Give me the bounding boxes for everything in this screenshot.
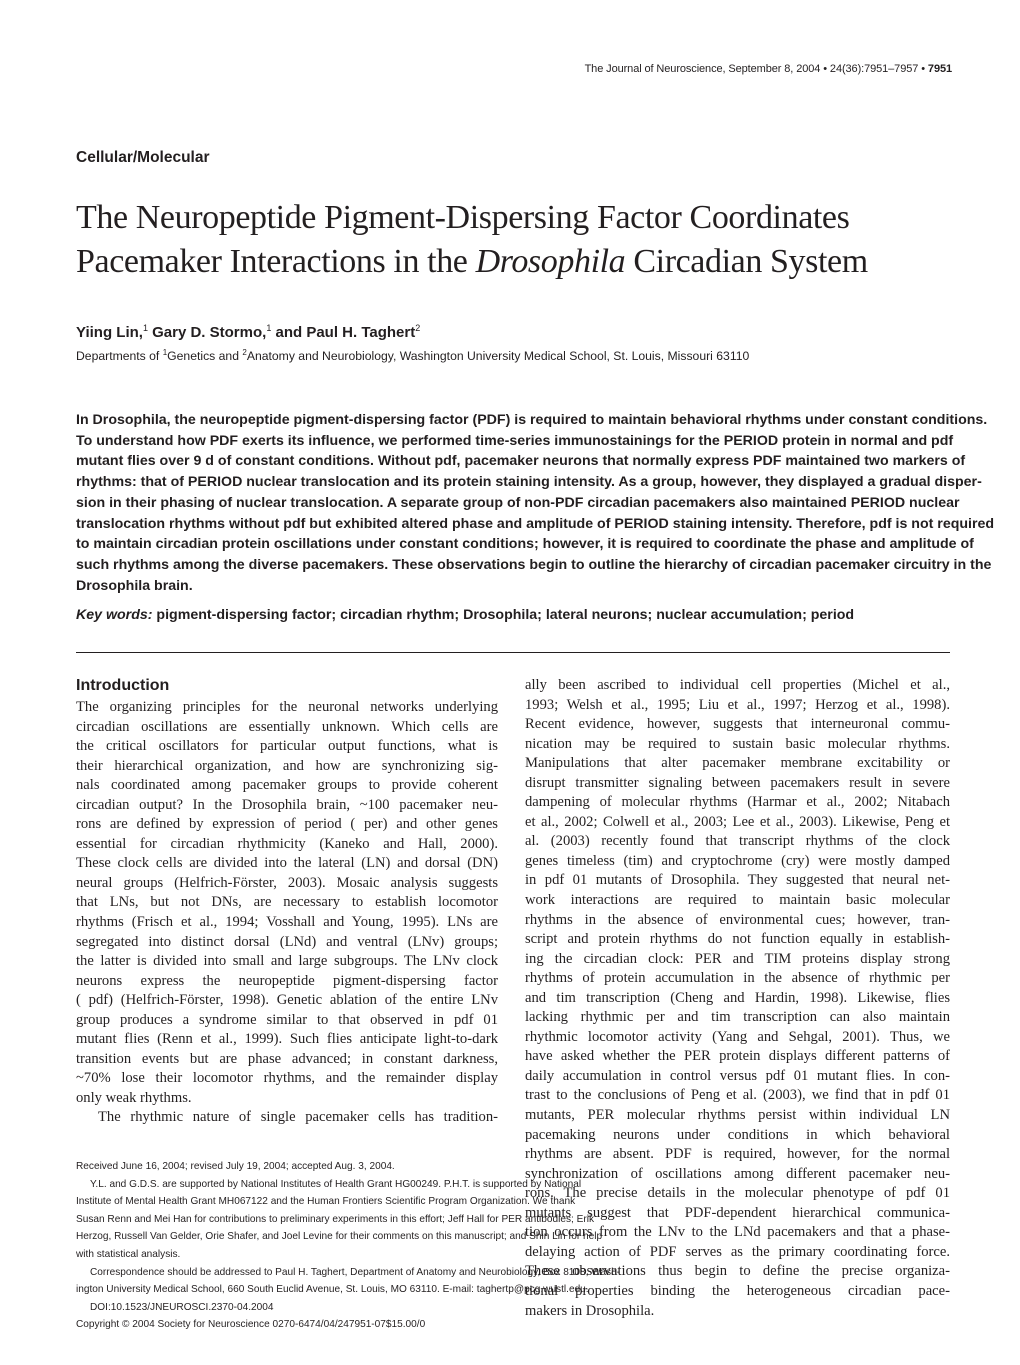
abstract-line: such rhythms among the diverse pacemakers. These observations begin to outline the hierarchy of circadian pacemaker circuitry in the	[76, 556, 992, 573]
author: and Paul H. Taghert	[271, 324, 416, 341]
body-line: pacemaking neurons under conditions in which behavioral	[525, 1126, 950, 1143]
body-line: have asked whether the PER protein displays different patterns of	[525, 1048, 950, 1065]
footnote-line: with statistical analysis.	[76, 1248, 181, 1260]
body-line: disrupt transmitter signaling between pacemakers result in severe	[525, 774, 950, 791]
body-line: ( pdf) (Helfrich-Förster, 1998). Genetic ablation of the entire LNv	[76, 992, 498, 1009]
title-text: Circadian System	[625, 243, 868, 280]
body-line: al. (2003) recently found that transcript rhythms of the clock	[525, 833, 950, 850]
author-list	[76, 323, 420, 341]
affil-text: Departments of	[76, 349, 163, 364]
body-line: group produces a syndrome similar to that observed in pdf 01	[76, 1011, 498, 1028]
body-line: The rhythmic nature of single pacemaker cells has tradition-	[98, 1109, 498, 1126]
abstract-line: rhythms: that of PERIOD nuclear translocation and its protein staining intensity. As a group, however, they displayed a gradual disper-	[76, 474, 982, 491]
article-title	[76, 196, 956, 284]
body-line: 1993; Welsh et al., 1995; Liu et al., 1997; Herzog et al., 1998).	[525, 696, 950, 713]
body-line: script and protein rhythms do not function equally in establish-	[525, 931, 950, 948]
footnote-line: ington University Medical School, 660 South Euclid Avenue, St. Louis, MO 63110. E-mail: taghertp@pcg.wustl.edu.	[76, 1284, 589, 1296]
body-line: mutants, PER molecular rhythms persist within individual LN	[525, 1107, 950, 1124]
section-divider	[76, 652, 950, 653]
body-line: work interactions are required to maintain basic molecular	[525, 892, 950, 909]
affiliation	[76, 348, 749, 363]
body-line: dampening of molecular rhythms (Harmar et al., 2002; Nitabach	[525, 794, 950, 811]
body-line: rhythms in the absence of environmental cues; however, tran-	[525, 911, 950, 928]
body-line: the latter is divided into small and large subgroups. The LNv clock	[76, 953, 498, 970]
body-line: segregated into distinct dorsal (LNd) and ventral (LNv) groups;	[76, 933, 498, 950]
body-line: their hierarchical organization, and how are synchronizing sig-	[76, 757, 498, 774]
footnote-line: Institute of Mental Health Grant MH067122 and the Human Frontiers Scientific Program Organization. We thank	[76, 1196, 576, 1208]
keywords-label: Key words:	[76, 607, 153, 623]
footnote-line: Herzog, Russell Van Gelder, Orie Shafer, and Joel Levine for their comments on this manuscript; and Shin Lin for help	[76, 1231, 603, 1243]
footnote-line: Y.L. and G.D.S. are supported by National Institutes of Health Grant HG00249. P.H.T. is supported by National	[90, 1178, 582, 1190]
body-line: et al., 2002; Colwell et al., 2003; Lee et al., 2003). Likewise, Peng et	[525, 813, 950, 830]
section-label: Cellular/Molecular	[76, 149, 210, 166]
abstract-line: mutant flies over 9 d of constant conditions. Without pdf, pacemaker neurons that normally express PDF maintained two markers of	[76, 453, 966, 470]
keywords	[76, 607, 951, 623]
body-line: mutants suggest that PDF-dependent hierarchical communica-	[525, 1204, 950, 1221]
author: Gary D. Stormo,	[147, 324, 267, 341]
footnote-line: Correspondence should be addressed to Paul H. Taghert, Department of Anatomy and Neurobiology, Box 8108, Wash-	[90, 1266, 621, 1278]
page-number: 7951	[927, 63, 952, 75]
body-line: delaying action of PDF serves as the primary coordinating force.	[525, 1243, 950, 1260]
title-italic: Drosophila	[475, 243, 626, 280]
keywords-text: pigment-dispersing factor; circadian rhythm; Drosophila; lateral neurons; nuclear accumulation; period	[152, 607, 855, 623]
footnote-line: Susan Renn and Mei Han for contributions to preliminary experiments in this effort; Jeff Hall for PER antibodies; Erik	[76, 1213, 595, 1225]
affil-text: Anatomy and Neurobiology, Washington University Medical School, St. Louis, Missouri 63110	[246, 349, 750, 364]
body-line: nals coordinated among pacemaker groups to provide coherent	[76, 777, 498, 794]
author-affil-mark: 2	[415, 323, 421, 333]
body-line: rhythmic locomotor activity (Yang and Sehgal, 2001). Thus, we	[525, 1028, 950, 1045]
body-line: mutant flies (Renn et al., 1999). Such flies anticipate light-to-dark	[76, 1031, 498, 1048]
copyright: Copyright © 2004 Society for Neuroscience 0270-6474/04/247951-07$15.00/0	[76, 1319, 426, 1331]
body-line: the critical oscillators for particular output functions, what is	[76, 738, 498, 755]
abstract-line: translocation rhythms without pdf but exhibited altered phase and amplitude of PERIOD staining intensity. Therefore, pdf is not required	[76, 515, 995, 532]
body-line: These observations thus begin to define the precise organiza-	[525, 1263, 950, 1280]
author-affil-mark: 1	[142, 323, 148, 333]
abstract-line: Drosophila brain.	[76, 577, 193, 594]
body-line: rons. The precise details in the molecular phenotype of pdf 01	[525, 1185, 950, 1202]
body-line: Recent evidence, however, suggests that interneuronal commu-	[525, 716, 950, 733]
body-line: tional properties binding the heterogeneous circadian pace-	[525, 1282, 950, 1299]
body-line: rhythms are absent. PDF is required, however, for the normal	[525, 1146, 950, 1163]
body-line: These clock cells are divided into the lateral (LN) and dorsal (DN)	[76, 855, 498, 872]
body-line: and tim transcription (Cheng and Hardin, 1998). Likewise, flies	[525, 989, 950, 1006]
author-affil-mark: 1	[266, 323, 272, 333]
affil-mark: 1	[162, 348, 168, 357]
body-line: nication may be required to sustain basic molecular rhythms.	[525, 735, 950, 752]
body-line: that LNs, but not DNs, are necessary to establish locomotor	[76, 894, 498, 911]
body-line: genes timeless (tim) and cryptochrome (cry) were mostly damped	[525, 852, 950, 869]
body-line: lacking rhythmic per and tim transcription can also maintain	[525, 1009, 950, 1026]
body-line: daily accumulation in control versus pdf 01 mutant flies. In con-	[525, 1067, 950, 1084]
body-column-right	[525, 676, 950, 1321]
body-line: only weak rhythms.	[76, 1089, 192, 1106]
body-line: trast to the conclusions of Peng et al. (2003), we find that in pdf 01	[525, 1087, 950, 1104]
body-column-left	[76, 698, 498, 1128]
doi: DOI:10.1523/JNEUROSCI.2370-04.2004	[90, 1301, 274, 1313]
body-line: rhythms (Frisch et al., 1994; Vosshall and Young, 1995). LNs are	[76, 914, 498, 931]
body-line: The organizing principles for the neuronal networks underlying	[76, 699, 498, 715]
body-line: neurons express the neuropeptide pigment-dispersing factor	[76, 972, 498, 989]
title-line-1: The Neuropeptide Pigment-Dispersing Factor Coordinates	[76, 199, 850, 236]
body-line: rhythms of protein accumulation in the absence of rhythmic per	[525, 970, 950, 987]
body-line: circadian oscillations are essentially unknown. Which cells are	[76, 718, 498, 735]
body-line: essential for circadian rhythmicity (Kaneko and Hall, 2000).	[76, 835, 498, 852]
affil-mark: 2	[242, 348, 247, 357]
footnote-line: Received June 16, 2004; revised July 19, 2004; accepted Aug. 3, 2004.	[76, 1161, 395, 1172]
body-line: transition events but are phase advanced; in constant darkness,	[76, 1050, 498, 1067]
body-line: ing the circadian clock: PER and TIM proteins display strong	[525, 950, 950, 967]
journal-citation: The Journal of Neuroscience, September 8, 2004 • 24(36):7951–7957 •	[584, 63, 928, 75]
body-line: synchronization of oscillations among different pacemaker neu-	[525, 1165, 950, 1182]
body-line: tion occurs from the LNv to the LNd pacemakers and that a phase-	[525, 1224, 950, 1241]
body-line: neural groups (Helfrich-Förster, 2003). Mosaic analysis suggests	[76, 874, 498, 891]
abstract	[76, 410, 995, 596]
abstract-line: To understand how PDF exerts its influence, we performed time-series immunostainings for the PERIOD protein in normal and pdf	[76, 432, 954, 449]
body-line: Manipulations that alter pacemaker membrane excitability or	[525, 755, 950, 772]
body-line: ally been ascribed to individual cell properties (Michel et al.,	[525, 677, 950, 693]
body-line: in pdf 01 mutants of Drosophila. They suggested that neural net-	[525, 872, 950, 889]
title-text: Pacemaker Interactions in the	[76, 243, 476, 280]
body-line: rons are defined by expression of period ( per) and other genes	[76, 816, 498, 833]
affil-text: Genetics and	[167, 349, 243, 364]
body-line: makers in Drosophila.	[525, 1302, 655, 1319]
body-line: circadian output? In the Drosophila brain, ~100 pacemaker neu-	[76, 796, 498, 813]
introduction-heading: Introduction	[76, 677, 170, 694]
author: Yiing Lin,	[76, 324, 143, 341]
body-line: ~70% lose their locomotor rhythms, and the remainder display	[76, 1070, 498, 1087]
abstract-line: sion in their phasing of nuclear translocation. A separate group of non-PDF circadian pacemakers also maintained PERIOD nuclear	[76, 494, 960, 511]
running-header	[585, 63, 952, 75]
title-line-2	[76, 240, 956, 284]
abstract-line: In Drosophila, the neuropeptide pigment-dispersing factor (PDF) is required to maintain behavioral rhythms under constant conditions.	[76, 412, 988, 428]
abstract-line: to maintain circadian protein oscillations under constant conditions; however, it is required to coordinate the phase and amplitude of	[76, 536, 974, 553]
